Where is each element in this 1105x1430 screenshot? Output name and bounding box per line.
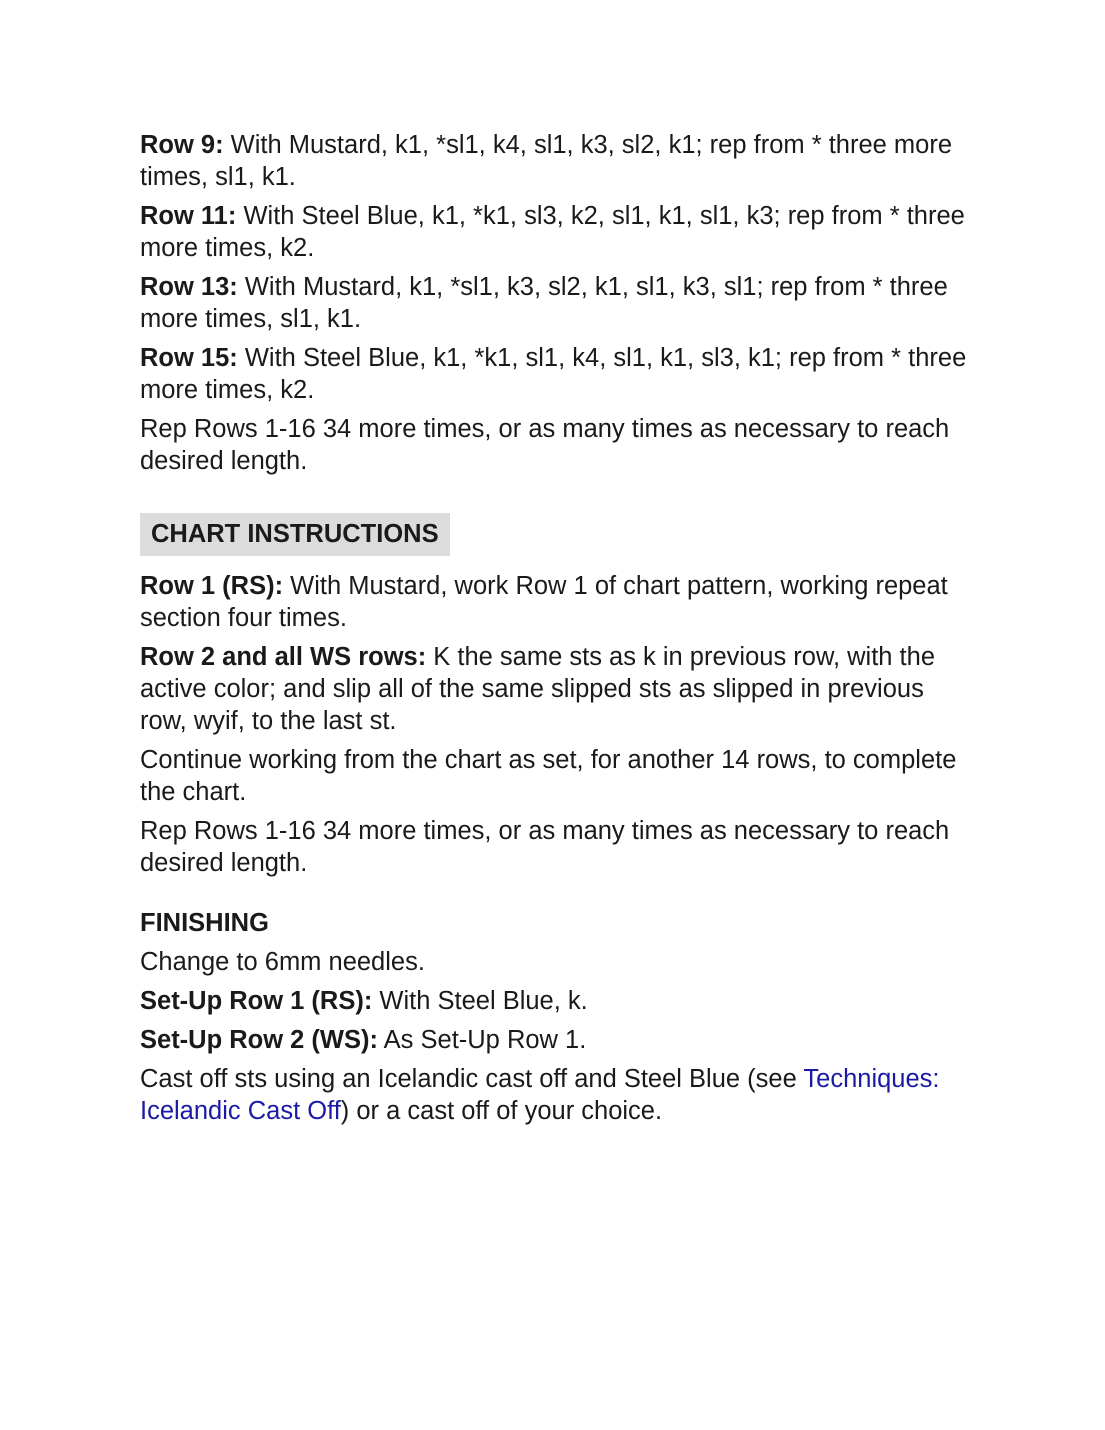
chart-instructions-heading: CHART INSTRUCTIONS (140, 513, 450, 556)
row-label: Row 11: (140, 202, 237, 230)
row-text: With Steel Blue, k1, *k1, sl3, k2, sl1, k1, sl1, k3; rep from * three more times, k2. (140, 202, 965, 262)
row-11-instruction (140, 200, 970, 264)
row-label: Set-Up Row 2 (WS): (140, 1026, 378, 1054)
chart-row-2-instruction (140, 641, 970, 737)
icelandic-cast-off-link[interactable]: Techniques: Icelandic Cast Off (140, 1065, 940, 1125)
row-text: With Mustard, work Row 1 of chart pattern, working repeat section four times. (140, 572, 948, 632)
chart-row-1-instruction (140, 570, 970, 634)
row-13-instruction (140, 271, 970, 335)
row-text: With Steel Blue, k1, *k1, sl1, k4, sl1, k1, sl3, k1; rep from * three more times, k2. (140, 344, 967, 404)
row-label: Row 13: (140, 273, 238, 301)
row-text: K the same sts as k in previous row, with the active color; and slip all of the same slipped sts as slipped in previous row, wyif, to the last st. (140, 643, 936, 735)
rows-repeat-instruction: Rep Rows 1-16 34 more times, or as many times as necessary to reach desired length. (140, 415, 950, 475)
cast-off-text-before: Cast off sts using an Icelandic cast off and Steel Blue (see (140, 1065, 804, 1093)
chart-continue-instruction: Continue working from the chart as set, for another 14 rows, to complete the chart. (140, 746, 957, 806)
row-label: Set-Up Row 1 (RS): (140, 987, 373, 1015)
setup-row-1-instruction (140, 985, 970, 1017)
finishing-heading: FINISHING (140, 909, 269, 937)
row-label: Row 9: (140, 131, 224, 159)
setup-row-2-instruction (140, 1024, 970, 1056)
document-page (140, 129, 970, 1134)
row-text: With Mustard, k1, *sl1, k3, sl2, k1, sl1, k3, sl1; rep from * three more times, sl1, k1. (140, 273, 948, 333)
needles-instruction: Change to 6mm needles. (140, 948, 425, 976)
row-label: Row 15: (140, 344, 238, 372)
cast-off-instruction (140, 1063, 970, 1127)
row-label: Row 2 and all WS rows: (140, 643, 427, 671)
row-9-instruction (140, 129, 970, 193)
chart-repeat-instruction: Rep Rows 1-16 34 more times, or as many times as necessary to reach desired length. (140, 817, 950, 877)
row-label: Row 1 (RS): (140, 572, 284, 600)
row-text: As Set-Up Row 1. (377, 1026, 587, 1054)
row-text: With Steel Blue, k. (372, 987, 588, 1015)
row-15-instruction (140, 342, 970, 406)
cast-off-text-after: ) or a cast off of your choice. (340, 1097, 663, 1125)
row-text: With Mustard, k1, *sl1, k4, sl1, k3, sl2, k1; rep from * three more times, sl1, k1. (140, 131, 953, 191)
